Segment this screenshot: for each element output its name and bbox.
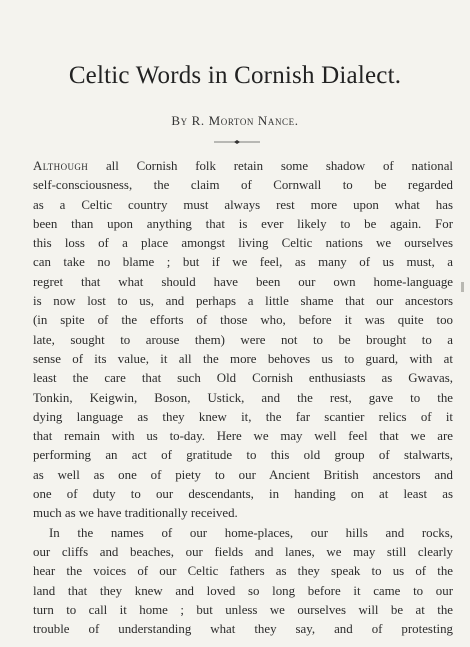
paragraph-1-line: one of duty to our descendants, in handing on at least as xyxy=(33,487,453,502)
paragraph-1-lead-word: Although xyxy=(33,159,89,173)
paragraph-1-line: as well as one of piety to our Ancient British ancestors and xyxy=(33,467,453,482)
paragraph-1-line: that remain with us to-day. Here we may well feel that we are xyxy=(33,429,453,444)
paragraph-1-line-1: Although all Cornish folk retain some shadow of national xyxy=(33,159,453,173)
paragraph-2-line: our cliffs and beaches, our fields and lanes, we may still clearly xyxy=(33,544,453,559)
paragraph-1-line: least the care that such Old Cornish enthusiasts as Gwavas, xyxy=(33,371,453,386)
paragraph-1-line: been than upon anything that is ever likely to be again. For xyxy=(33,216,453,231)
paragraph-1-line-last: much as we have traditionally received. xyxy=(33,506,238,521)
paragraph-1-line: performing an act of gratitude to this old group of stalwarts, xyxy=(33,448,453,463)
paragraph-1-line: can take no blame ; but if we feel, as many of us must, a xyxy=(33,255,453,270)
page-edge-mark xyxy=(461,282,464,292)
paragraph-1-line: regret that what should have been our own home-language xyxy=(33,274,453,289)
paragraph-1-line: this loss of a place amongst living Celtic nations we ourselves xyxy=(33,236,453,251)
paragraph-1-line: late, sought to arouse them) were not to be brought to a xyxy=(33,332,453,347)
article-body xyxy=(33,157,453,639)
paragraph-1-line: is now lost to us, and perhaps a little shame that our ancestors xyxy=(33,294,453,309)
paragraph-2-line: trouble of understanding what they say, and of protesting xyxy=(33,622,453,637)
paragraph-2-line: land that they knew and loved so long before it came to our xyxy=(33,583,453,598)
paragraph-1-line: (in spite of the efforts of those who, before it was quite too xyxy=(33,313,453,328)
paragraph-1-line: sense of its value, it all the more behoves us to guard, with at xyxy=(33,351,453,366)
paragraph-1-line: dying language as they knew it, the far scantier relics of it xyxy=(33,409,453,424)
article-byline: By R. Morton Nance. xyxy=(171,113,299,128)
paragraph-2-line: hear the voices of our Celtic fathers as they speak to us of the xyxy=(33,564,453,579)
article-title: Celtic Words in Cornish Dialect. xyxy=(68,62,402,89)
paragraph-1-line: self-consciousness, the claim of Cornwall to be regarded xyxy=(33,178,453,193)
paragraph-1-line: Tonkin, Keigwin, Boson, Ustick, and the rest, gave to the xyxy=(33,390,453,405)
paragraph-1-line: as a Celtic country must always rest more upon what has xyxy=(33,197,453,212)
paragraph-2-line: turn to call it home ; but unless we ourselves will be at the xyxy=(33,602,453,617)
paragraph-2-line-1: In the names of our home-places, our hills and rocks, xyxy=(49,525,453,540)
title-ornament-rule xyxy=(214,140,260,144)
